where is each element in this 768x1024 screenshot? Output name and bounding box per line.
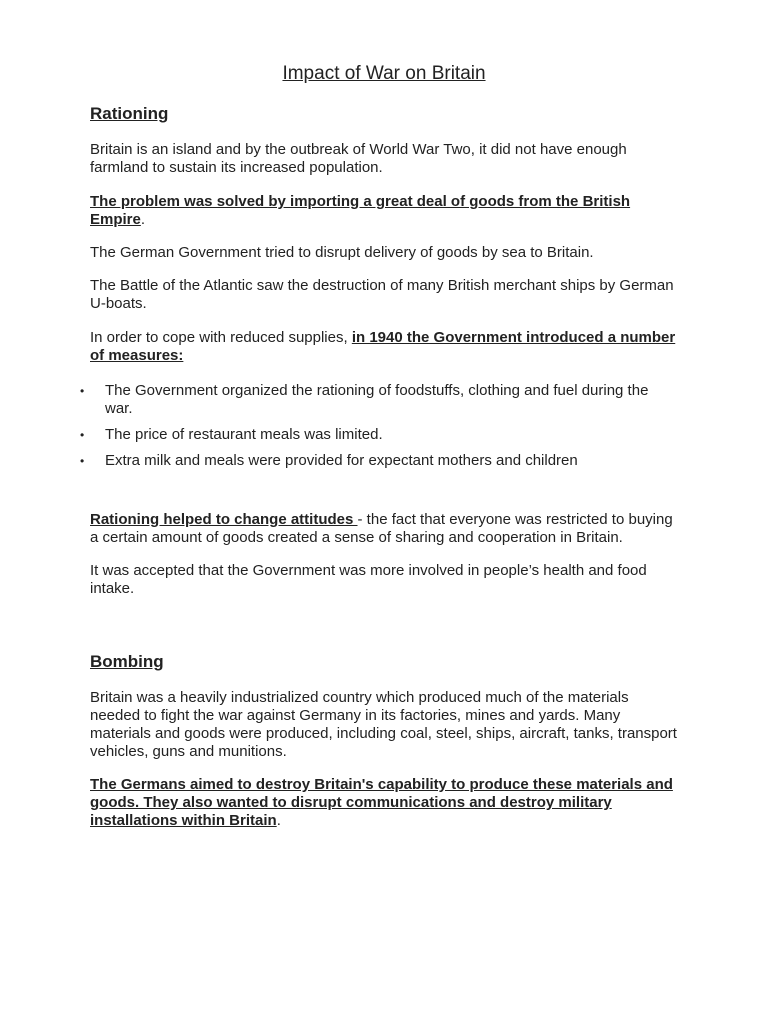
rationing-paragraph-6-tail: - the fact that everyone was restricted to buying a certain amount of goods created a sense of sharing and cooperation in Britain. <box>90 511 673 546</box>
bullet-icon: • <box>80 454 85 468</box>
rationing-paragraph-2-tail: . <box>140 211 146 228</box>
measure-text: The price of restaurant meals was limited. <box>105 426 383 443</box>
rationing-paragraph-3: The German Government tried to disrupt delivery of goods by sea to Britain. <box>90 244 594 261</box>
section-heading-rationing: Rationing <box>90 104 169 123</box>
document-title: Impact of War on Britain <box>282 63 486 84</box>
measure-text: Extra milk and meals were provided for expectant mothers and children <box>105 452 578 469</box>
rationing-paragraph-1: Britain is an island and by the outbreak of World War Two, it did not have enough farmland to sustain its increased population. <box>90 141 627 176</box>
bombing-paragraph-2-tail: . <box>276 812 281 829</box>
rationing-paragraph-5-lead: In order to cope with reduced supplies, <box>90 329 352 346</box>
rationing-paragraph-7: It was accepted that the Government was more involved in people’s health and food intake. <box>90 562 647 597</box>
list-item <box>80 452 667 470</box>
bullet-icon: • <box>80 428 85 442</box>
list-item <box>80 426 667 444</box>
rationing-paragraph-6-emphasis: Rationing helped to change attitudes <box>90 511 358 528</box>
bullet-icon: • <box>80 384 85 398</box>
measure-text: The Government organized the rationing of foodstuffs, clothing and fuel during the war. <box>105 382 649 417</box>
list-item <box>80 382 667 418</box>
bombing-paragraph-1: Britain was a heavily industrialized country which produced much of the materials needed to fight the war against Germany in its factories, mines and yards. Many materials and goods were produced, including coal, steel, ships, aircraft, tanks, transport vehicles, guns and munitions. <box>90 689 677 760</box>
rationing-paragraph-4: The Battle of the Atlantic saw the destruction of many British merchant ships by German U-boats. <box>90 277 674 312</box>
rationing-paragraph-5 <box>90 329 682 365</box>
bombing-paragraph-2-emphasis: The Germans aimed to destroy Britain's capability to produce these materials and goods. They also wanted to disrupt communications and destroy military installations within Britain <box>90 776 673 829</box>
rationing-paragraph-2-emphasis: The problem was solved by importing a great deal of goods from the British Empire <box>90 193 631 228</box>
measures-list <box>80 382 667 470</box>
rationing-paragraph-6 <box>90 511 682 547</box>
bombing-paragraph-2 <box>90 776 682 830</box>
section-heading-bombing: Bombing <box>90 652 164 671</box>
rationing-paragraph-5-emphasis: in 1940 the Government introduced a number of measures: <box>90 329 676 364</box>
rationing-paragraph-2 <box>90 193 682 229</box>
